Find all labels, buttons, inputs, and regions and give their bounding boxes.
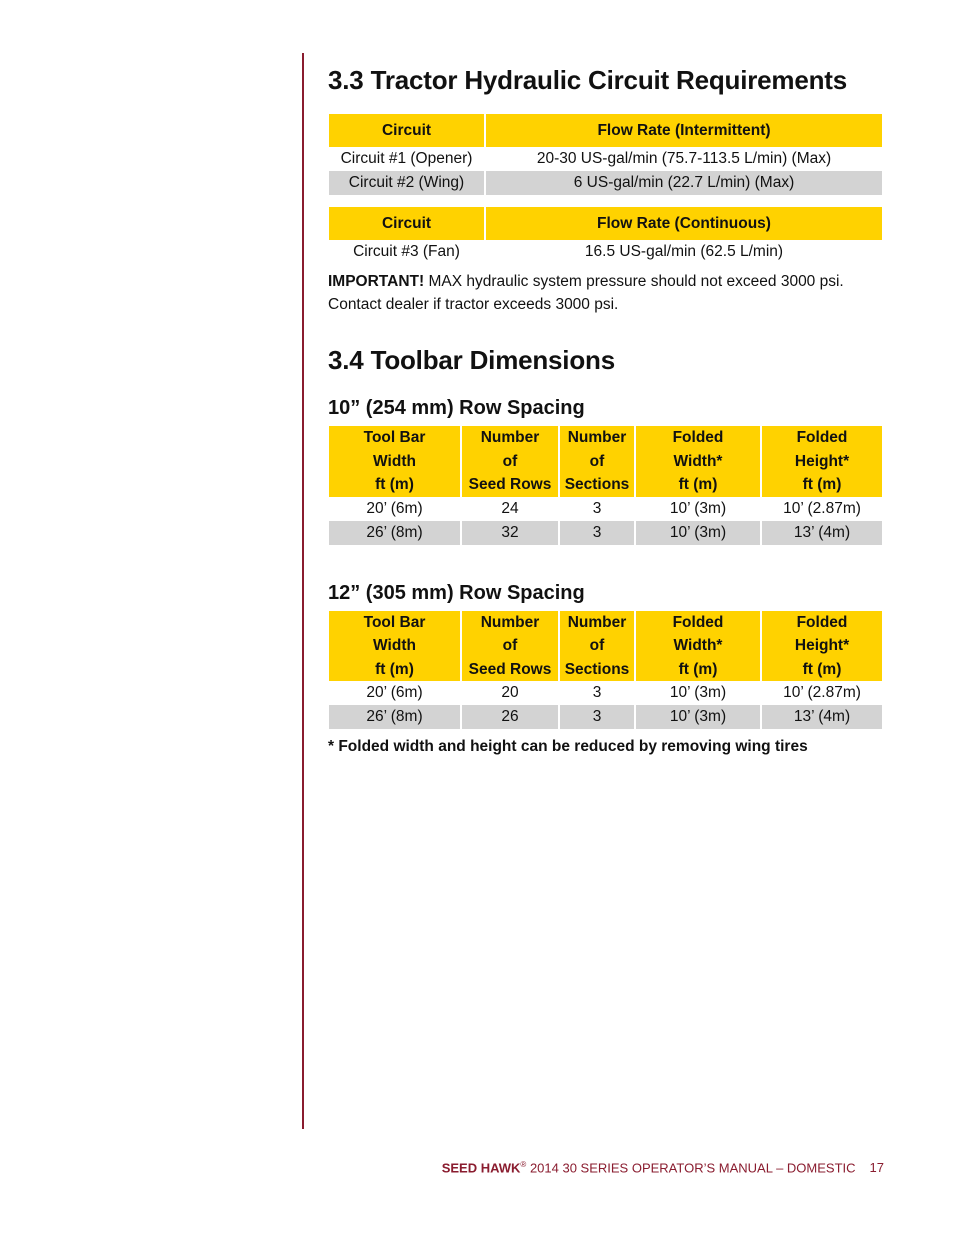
table-cell: 26 bbox=[462, 705, 558, 729]
table-cell: 10’ (3m) bbox=[669, 684, 727, 701]
table-header: Tool Bar Width ft (m) bbox=[329, 611, 460, 682]
section-3-4-title: 3.4 Toolbar Dimensions bbox=[328, 345, 615, 375]
important-note bbox=[328, 270, 883, 316]
table-row bbox=[329, 147, 882, 171]
registered-mark: ® bbox=[520, 1160, 527, 1169]
table-header: Folded Height* ft (m) bbox=[762, 611, 882, 682]
table-cell: 13’ (4m) bbox=[762, 705, 882, 729]
intermittent-flow-table bbox=[327, 114, 884, 195]
page-content bbox=[328, 60, 883, 759]
table-row bbox=[329, 497, 882, 521]
table-header: Tool Bar Width ft (m) bbox=[329, 426, 460, 497]
table-row bbox=[329, 171, 882, 195]
table-cell: 10’ (2.87m) bbox=[783, 499, 861, 517]
table-cell: 10’ (3m) bbox=[636, 521, 760, 545]
table-row bbox=[329, 705, 882, 729]
table-header: Folded Width* ft (m) bbox=[636, 611, 760, 682]
table-cell: 10’ (3m) bbox=[636, 705, 760, 729]
toolbar-dimensions-10in-table bbox=[327, 426, 884, 545]
spacing-10-title: 10” (254 mm) Row Spacing bbox=[328, 397, 585, 419]
table-cell: 13’ (4m) bbox=[762, 521, 882, 545]
footer-title: 2014 30 SERIES OPERATOR’S MANUAL – DOMESTIC bbox=[526, 1160, 856, 1176]
important-label: IMPORTANT! bbox=[328, 273, 425, 290]
table-cell: 3 bbox=[592, 499, 602, 517]
table-row bbox=[329, 240, 882, 264]
table-cell: 3 bbox=[592, 684, 602, 701]
table-cell: 10’ (3m) bbox=[669, 499, 727, 517]
footnote: * Folded width and height can be reduced by removing wing tires bbox=[328, 738, 808, 755]
page-footer bbox=[442, 1160, 884, 1175]
table-row bbox=[329, 681, 882, 705]
toolbar-dimensions-12in-table bbox=[327, 611, 884, 730]
table-cell: 26’ (8m) bbox=[329, 521, 460, 545]
continuous-flow-table bbox=[327, 207, 884, 264]
table-cell: 32 bbox=[462, 521, 558, 545]
table-header: Circuit bbox=[329, 207, 484, 240]
table-header: Flow Rate (Intermittent) bbox=[486, 114, 882, 147]
table-header: Number of Sections bbox=[560, 426, 634, 497]
table-cell: 20’ (6m) bbox=[366, 684, 423, 701]
table-cell: 20-30 US-gal/min (75.7-113.5 L/min) (Max) bbox=[536, 150, 832, 167]
table-cell: 16.5 US-gal/min (62.5 L/min) bbox=[584, 243, 784, 260]
spacing-12-title: 12” (305 mm) Row Spacing bbox=[328, 581, 585, 604]
section-3-3-title: 3.3 Tractor Hydraulic Circuit Requirements bbox=[328, 65, 847, 95]
table-cell: 10’ (2.87m) bbox=[783, 684, 861, 701]
table-cell: 3 bbox=[560, 705, 634, 729]
table-cell: 20’ (6m) bbox=[366, 499, 423, 517]
footer-brand: SEED HAWK bbox=[441, 1160, 521, 1176]
table-header: Number of Seed Rows bbox=[462, 611, 558, 682]
table-cell: 24 bbox=[501, 499, 519, 517]
margin-rule bbox=[302, 53, 304, 1129]
table-cell: 3 bbox=[560, 521, 634, 545]
table-header: Folded Width* ft (m) bbox=[636, 426, 760, 497]
table-row bbox=[329, 521, 882, 545]
table-header: Number of Seed Rows bbox=[462, 426, 558, 497]
table-cell: 26’ (8m) bbox=[329, 705, 460, 729]
table-header: Circuit bbox=[329, 114, 484, 147]
table-header: Folded Height* ft (m) bbox=[762, 426, 882, 497]
table-cell: Circuit #1 (Opener) bbox=[340, 150, 473, 167]
page-number: 17 bbox=[869, 1160, 884, 1176]
table-cell: Circuit #3 (Fan) bbox=[353, 243, 460, 260]
table-cell: 20 bbox=[501, 684, 519, 701]
table-header: Number of Sections bbox=[560, 611, 634, 682]
table-cell: 6 US-gal/min (22.7 L/min) (Max) bbox=[486, 171, 882, 195]
important-text: MAX hydraulic system pressure should not exceed 3000 psi. Contact dealer if tractor exceeds 3000 psi. bbox=[328, 273, 844, 313]
table-cell: Circuit #2 (Wing) bbox=[329, 171, 484, 195]
table-header: Flow Rate (Continuous) bbox=[486, 207, 882, 240]
